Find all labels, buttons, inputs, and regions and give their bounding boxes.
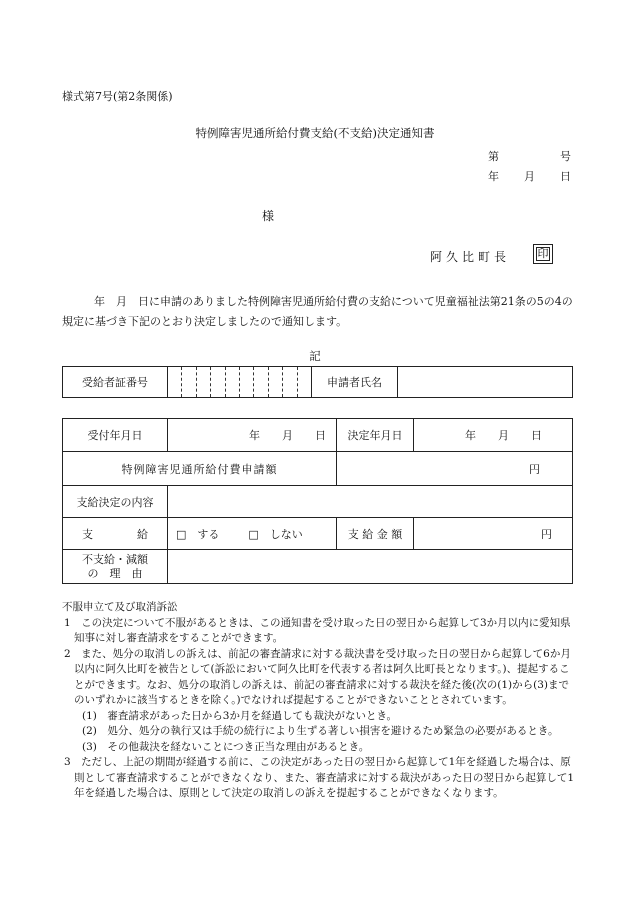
recipient-number-label: 受給者証番号 — [63, 367, 168, 398]
digit-box[interactable] — [254, 367, 268, 397]
reason-label-line2: の 理 由 — [87, 566, 143, 580]
number-go: 号 — [560, 150, 571, 163]
payment-options[interactable] — [168, 518, 337, 550]
reason-label-line1: 不支給・減額 — [82, 552, 148, 566]
digit-box[interactable] — [269, 367, 283, 397]
notice-item-1: 1 この決定について不服があるときは、この通知書を受け取った日の翌日から起算して3か月以内に愛知県知事に対し審査請求をすることができます。 — [64, 616, 571, 644]
digit-box[interactable] — [182, 367, 196, 397]
seal-char: 印 — [537, 247, 549, 260]
decision-content-label: 支給決定の内容 — [63, 486, 168, 518]
applicant-name-label: 申請者氏名 — [312, 367, 398, 398]
issue-month: 月 — [524, 170, 535, 183]
number-dai: 第 — [488, 150, 499, 163]
notice-heading: 不服申立て及び取消訴訟 — [62, 601, 178, 613]
intro-paragraph: 年 月 日に申請のありました特例障害児通所給付費の支給について児童福祉法第21条の5の4の規定に基づき下記のとおり決定しましたので通知します。 — [62, 295, 573, 328]
receipt-date-label: 受付年月日 — [63, 419, 168, 452]
recipient-number-boxes[interactable] — [168, 367, 312, 398]
option-yes-checkbox[interactable]: □ する — [176, 527, 220, 541]
notice-sub-1: (1) 審査請求があった日から3か月を経過しても裁決がないとき。 — [82, 709, 398, 722]
digit-box[interactable] — [168, 367, 182, 397]
ki-heading: 記 — [309, 349, 321, 363]
digit-box[interactable] — [211, 367, 225, 397]
digit-box[interactable] — [226, 367, 240, 397]
claim-amount-value[interactable]: 円 — [337, 452, 573, 486]
payment-amount-value[interactable]: 円 — [414, 518, 573, 550]
receipt-date-value[interactable]: 年 月 日 — [168, 419, 337, 452]
decision-date-value[interactable]: 年 月 日 — [414, 419, 573, 452]
digit-box[interactable] — [283, 367, 297, 397]
decision-date-label: 決定年月日 — [337, 419, 414, 452]
document-title: 特例障害児通所給付費支給(不支給)決定通知書 — [195, 126, 435, 140]
recipient-table — [62, 366, 573, 398]
payment-amount-label: 支 給 金 額 — [337, 518, 414, 550]
decision-content-field[interactable] — [168, 486, 573, 518]
applicant-name-field[interactable] — [398, 367, 573, 398]
digit-box[interactable] — [197, 367, 211, 397]
notice-sub-3: (3) その他裁決を経ないことにつき正当な理由があるとき。 — [82, 740, 370, 753]
claim-amount-label: 特例障害児通所給付費申請額 — [63, 452, 337, 486]
addressee-suffix: 様 — [262, 209, 275, 223]
appeal-notice — [62, 600, 577, 802]
issue-day: 日 — [560, 170, 571, 183]
seal-icon — [533, 244, 553, 264]
decision-table — [62, 418, 573, 584]
issuer-name: 阿久比町長 — [430, 250, 511, 264]
digit-box[interactable] — [298, 367, 311, 397]
notice-item-3: 3 ただし、上記の期間が経過する前に、この決定があった日の翌日から起算して1年を経過した場合は、原則として審査請求することができなくなり、また、審査請求に対する裁決があった日の翌日から起算して1年を経過した場合は、原則として決定の取消しの訴えを提起することができなくなります。 — [64, 756, 575, 799]
notice-item-2: 2 また、処分の取消しの訴えは、前記の審査請求に対する裁決書を受け取った日の翌日から起算して6か月以内に阿久比町を被告として(訴訟において阿久比町を代表する者は阿久比町長となります。)、提起することができます。なお、処分の取消しの訴えは、前記の審査請求に対する裁決を経た後(次の(1)から(3)までのいずれかに該当するときを除く。)でなければ提起することができないこととされています。 — [64, 647, 571, 706]
issue-year: 年 — [488, 170, 499, 183]
digit-box[interactable] — [240, 367, 254, 397]
form-number: 様式第7号(第2条関係) — [62, 90, 173, 103]
payment-label: 支 給 — [63, 518, 168, 550]
notice-sub-2: (2) 処分、処分の執行又は手続の続行により生ずる著しい損害を避けるため緊急の必要があるとき。 — [82, 725, 559, 737]
reason-field[interactable] — [168, 550, 573, 584]
reason-label — [63, 550, 168, 584]
option-no-checkbox[interactable]: □ しない — [248, 527, 303, 541]
